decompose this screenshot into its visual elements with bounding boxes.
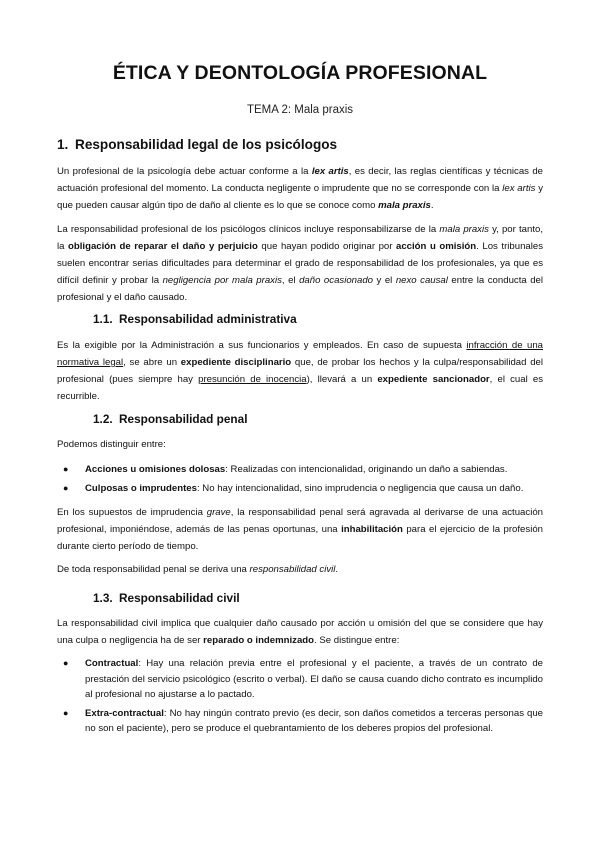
bullet-icon: ● — [63, 707, 69, 718]
document-title: ÉTICA Y DEONTOLOGÍA PROFESIONAL — [112, 62, 488, 84]
paragraph-responsabilidad-civil-derivada: De toda responsabilidad penal se deriva una responsabilidad civil. — [57, 564, 339, 575]
list-item: ● Extra-contractual: No hay ningún contrato previo (es decir, son daños cometidos a terceras personas que no son el paciente), pero se produce el quebrantamiento de los deberes propios del profesional. — [63, 707, 543, 734]
section-number: 1.3. — [93, 591, 113, 605]
list-item: ● Culposas o imprudentes: No hay intencionalidad, sino imprudencia o negligencia que causa un daño. — [57, 481, 543, 497]
list-item: ● Acciones u omisiones dolosas: Realizadas con intencionalidad, originando un daño a sabiendas. — [57, 462, 543, 478]
section-1-2-heading — [93, 412, 247, 426]
paragraph-administrativa: Es la exigible por la Administración a sus funcionarios y empleados. En caso de supuesta infracción de una normativa legal, se abre un expediente disciplinario que, de probar los hechos y la culpa/responsabilidad del profesional (pues siempre hay presunción de inocencia), llevará a un expediente sancionador, el cual es recurrible. — [57, 340, 544, 402]
section-1-3-heading — [93, 591, 240, 605]
list-penal — [57, 462, 543, 499]
bullet-icon: ● — [63, 658, 69, 668]
section-1-1-heading — [93, 312, 297, 326]
section-title: Responsabilidad civil — [119, 591, 240, 605]
list-item: ● Contractual: Hay una relación previa entre el profesional y el paciente, a través de un contrato de prestación del servicio psicológico (escrito o verbal). El daño se causa cuando dicho contrato es incumplido al profesional no ajustarse a lo pactado. — [63, 658, 543, 700]
paragraph-civil: La responsabilidad civil implica que cualquier daño causado por acción u omisión del que se considere que hay una culpa o negligencia ha de ser reparado o indemnizado. Se distingue entre: — [57, 618, 543, 646]
section-number: 1.1. — [93, 312, 113, 326]
document-subtitle: TEMA 2: Mala praxis — [246, 104, 354, 116]
section-1-heading — [57, 137, 337, 152]
section-title: Responsabilidad legal de los psicólogos — [75, 137, 338, 152]
paragraph-imprudencia-grave: En los supuestos de imprudencia grave, la responsabilidad penal será agravada al derivarse de una actuación profesional, imponiéndose, además de las penas oportunas, una inhabilitación para el ejercicio de la profesión durante cierto período de tiempo. — [57, 507, 543, 552]
list-civil — [57, 656, 543, 740]
bullet-icon: ● — [63, 482, 69, 493]
paragraph-distinguir: Podemos distinguir entre: — [57, 439, 166, 450]
section-title: Responsabilidad administrativa — [119, 312, 297, 326]
bullet-icon: ● — [63, 464, 69, 474]
paragraph-lex-artis: Un profesional de la psicología debe actuar conforme a la lex artis, es decir, las reglas científicas y técnicas de actuación profesional del momento. La conducta negligente o imprudente que no se corresponde con la lex artis y que pueden causar algún tipo de daño al cliente es lo que se conoce como mala praxis. — [57, 166, 543, 211]
paragraph-responsabilidad-profesional: La responsabilidad profesional de los psicólogos clínicos incluye responsabilizarse de la mala praxis y, por tanto, la obligación de reparar el daño y perjuicio que hayan podido originar por acción u omisión. Los tribunales suelen encontrar serias dificultades para determinar el grado de responsabilidad de los profesionales, ya que es difícil definir y probar la negligencia por mala praxis, el daño ocasionado y el nexo causal entre la conducta del profesional y el daño causado. — [57, 224, 544, 303]
section-number: 1.2. — [93, 412, 113, 426]
section-number: 1. — [57, 137, 69, 152]
section-title: Responsabilidad penal — [119, 412, 248, 426]
